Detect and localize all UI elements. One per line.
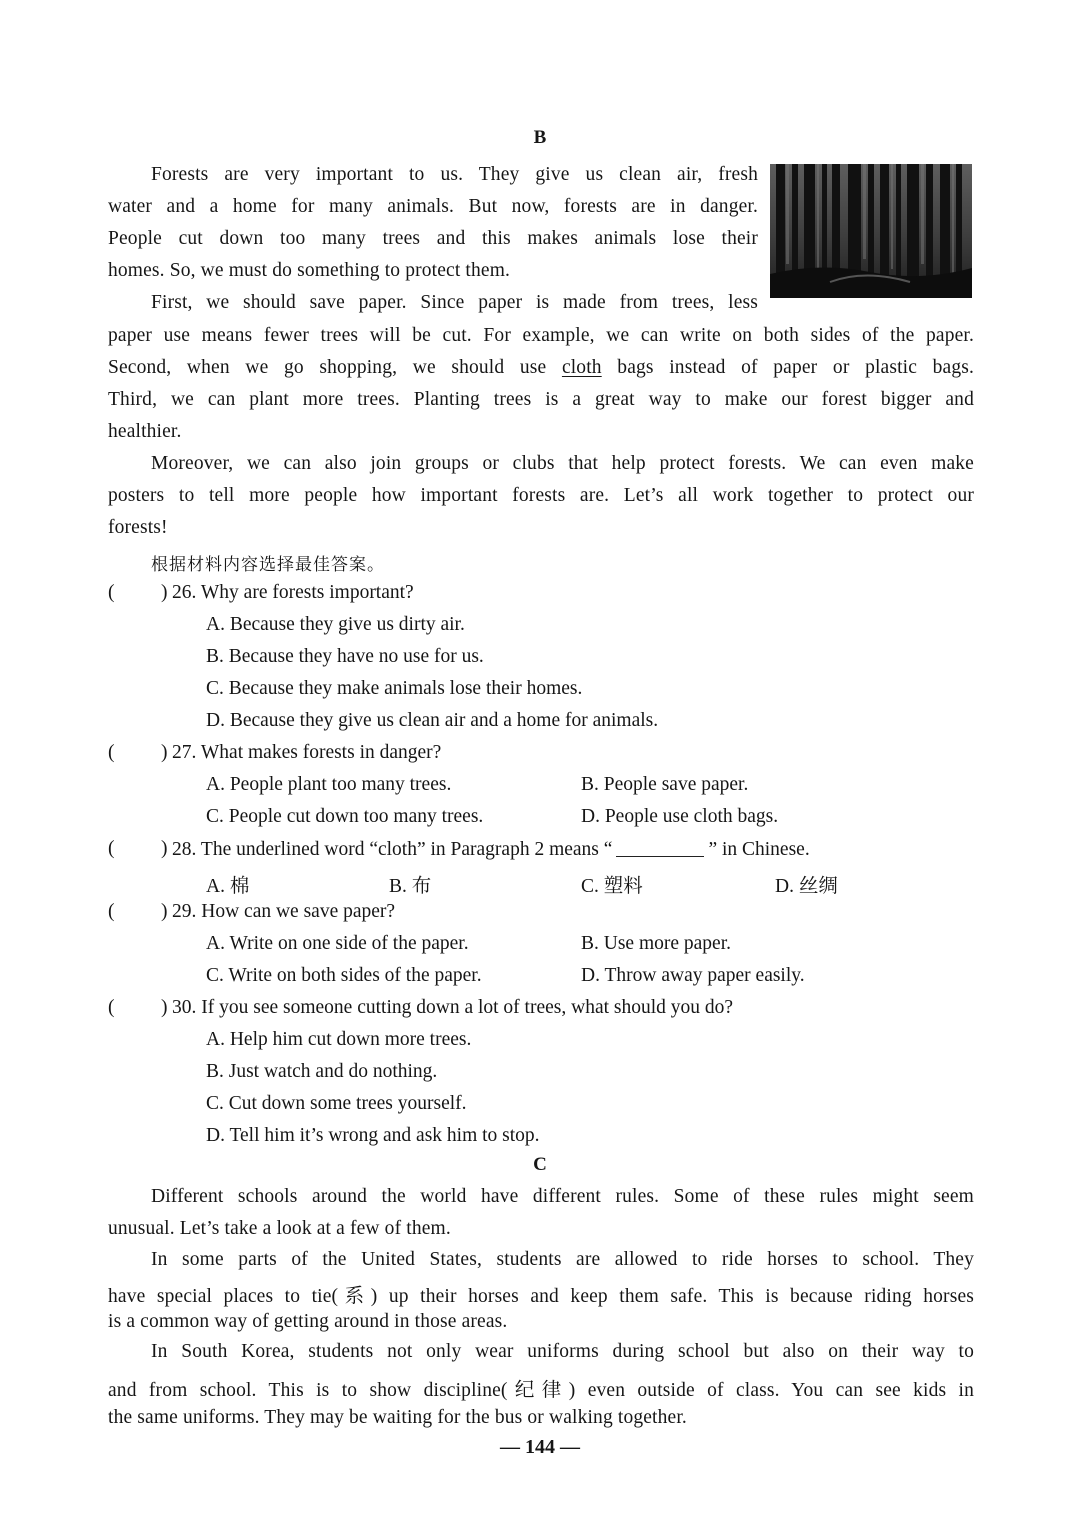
bracket-open: ( [108, 742, 115, 763]
question-text: If you see someone cutting down a lot of trees, what should you do? [201, 997, 734, 1018]
option-c[interactable]: C. People cut down too many trees. [206, 806, 484, 827]
option-c[interactable]: C. Write on both sides of the paper. [206, 965, 482, 986]
question-text: How can we save paper? [201, 901, 396, 922]
bracket-close: ) [161, 742, 168, 763]
b-paragraph-2-line: healthier. [108, 421, 182, 442]
b-paragraph-2-line: First, we should save paper. Since paper is made from trees, less [151, 292, 758, 313]
option-d[interactable]: D. Throw away paper easily. [581, 965, 805, 986]
question-26-stem [172, 582, 414, 604]
option-d[interactable]: D. Tell him it’s wrong and ask him to stop. [206, 1125, 540, 1146]
c-paragraph-3-line: In South Korea, students not only wear uniforms during school but also on their way to [151, 1341, 974, 1362]
b-paragraph-2-line: paper use means fewer trees will be cut. For example, we can write on both sides of the paper. [108, 325, 974, 346]
option-c[interactable]: C. 塑料 [581, 876, 643, 897]
option-b[interactable]: B. 布 [389, 876, 432, 897]
question-number: 26. [172, 582, 197, 603]
question-28-stem [172, 838, 810, 861]
question-number: 30. [172, 997, 197, 1018]
section-b-heading: B [533, 127, 547, 148]
c-paragraph-2-line: In some parts of the United States, students are allowed to ride horses to school. They [151, 1249, 974, 1270]
c-paragraph-1-line: Different schools around the world have different rules. Some of these rules might seem [151, 1186, 974, 1207]
option-c[interactable]: C. Cut down some trees yourself. [206, 1093, 467, 1114]
option-d[interactable]: D. Because they give us clean air and a home for animals. [206, 710, 659, 731]
option-b[interactable]: B. Use more paper. [581, 933, 732, 954]
b-paragraph-2-text: Second, when we go shopping, we should use [108, 357, 547, 378]
option-b[interactable]: B. People save paper. [581, 774, 749, 795]
option-a[interactable]: A. Help him cut down more trees. [206, 1029, 472, 1050]
b-paragraph-1-line: homes. So, we must do something to protect them. [108, 260, 511, 281]
question-30-stem [172, 997, 733, 1019]
instruction-text: 根据材料内容选择最佳答案。 [151, 555, 385, 575]
question-number: 27. [172, 742, 197, 763]
b-paragraph-3-line: forests! [108, 517, 168, 538]
b-paragraph-2-line [108, 357, 974, 379]
c-paragraph-3-line: and from school. This is to show discipline(纪律) even outside of class. You can see kids in [108, 1380, 974, 1401]
question-number: 28. [172, 839, 197, 860]
c-paragraph-3-line: the same uniforms. They may be waiting for the bus or walking together. [108, 1407, 687, 1428]
bracket-open: ( [108, 838, 115, 859]
b-paragraph-1-line: Forests are very important to us. They give us clean air, fresh [151, 164, 758, 185]
fill-blank[interactable] [616, 838, 704, 857]
forest-photo [770, 164, 972, 298]
bracket-open: ( [108, 901, 115, 922]
forest-photo-icon [770, 164, 972, 298]
question-text: Why are forests important? [200, 582, 414, 603]
question-number: 29. [172, 901, 197, 922]
bracket-open: ( [108, 997, 115, 1018]
c-paragraph-2-line: is a common way of getting around in those areas. [108, 1311, 508, 1332]
bracket-open: ( [108, 582, 115, 603]
bracket-close: ) [161, 901, 168, 922]
option-d[interactable]: D. People use cloth bags. [581, 806, 779, 827]
option-b[interactable]: B. Just watch and do nothing. [206, 1061, 438, 1082]
option-a[interactable]: A. People plant too many trees. [206, 774, 452, 795]
option-a[interactable]: A. Because they give us dirty air. [206, 614, 465, 635]
option-d[interactable]: D. 丝绸 [775, 876, 838, 897]
option-b[interactable]: B. Because they have no use for us. [206, 646, 484, 667]
option-c[interactable]: C. Because they make animals lose their homes. [206, 678, 583, 699]
c-paragraph-1-line: unusual. Let’s take a look at a few of them. [108, 1218, 451, 1239]
question-text: The underlined word “cloth” in Paragraph 2 means “ [200, 839, 613, 860]
bracket-close: ) [161, 838, 168, 859]
bracket-close: ) [161, 997, 168, 1018]
question-29-stem [172, 901, 395, 923]
question-text: What makes forests in danger? [200, 742, 442, 763]
b-paragraph-2-line: Third, we can plant more trees. Planting trees is a great way to make our forest bigger and [108, 389, 974, 410]
b-paragraph-3-line: posters to tell more people how important forests are. Let’s all work together to protect our [108, 485, 974, 506]
c-paragraph-2-line: have special places to tie(系) up their horses and keep them safe. This is because riding horses [108, 1286, 974, 1307]
b-paragraph-2-text: bags instead of paper or plastic bags. [617, 357, 974, 378]
option-a[interactable]: A. 棉 [206, 876, 250, 897]
b-paragraph-3-line: Moreover, we can also join groups or clubs that help protect forests. We can even make [151, 453, 974, 474]
question-27-stem [172, 742, 441, 764]
b-paragraph-1-line: People cut down too many trees and this makes animals lose their [108, 228, 758, 249]
bracket-close: ) [161, 582, 168, 603]
option-a[interactable]: A. Write on one side of the paper. [206, 933, 469, 954]
question-text: ” in Chinese. [708, 839, 810, 860]
underlined-word-cloth: cloth [561, 357, 602, 378]
section-c-heading: C [533, 1154, 547, 1175]
page-number: — 144 — [500, 1436, 580, 1458]
b-paragraph-1-line: water and a home for many animals. But now, forests are in danger. [108, 196, 758, 217]
